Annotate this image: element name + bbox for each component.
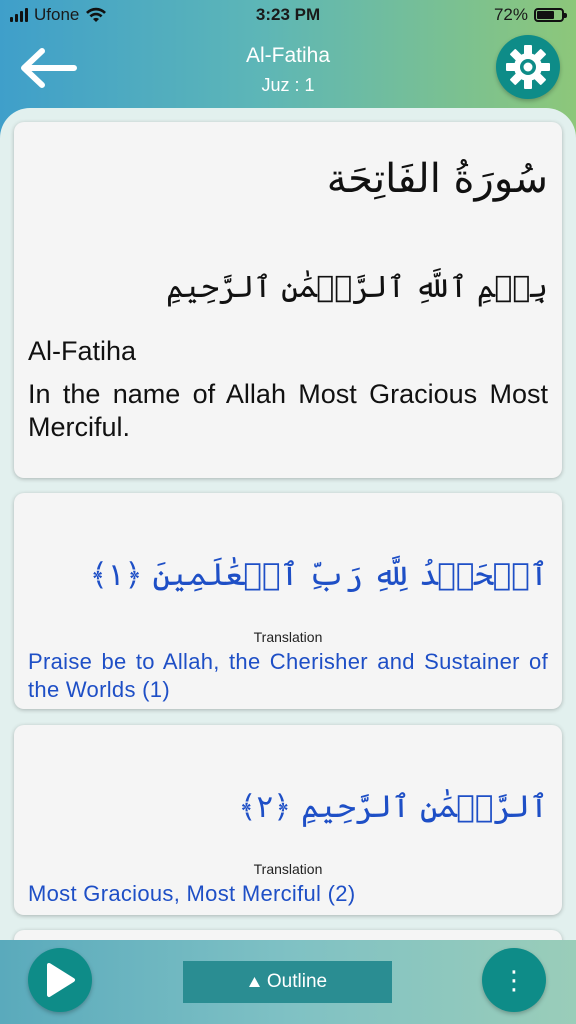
translation-label: Translation (253, 629, 323, 645)
app-header (0, 30, 576, 108)
ayah-arabic-text: ٱلرَّحۡمَٰنِ ٱلرَّحِيمِ ﴿٢﴾ (238, 789, 548, 825)
battery-level (537, 11, 554, 19)
outline-label: Outline (266, 971, 328, 992)
translation-label: Translation (253, 861, 323, 877)
battery-icon (534, 8, 564, 22)
ayah-translation-text: Most Gracious, Most Merciful (2) (28, 881, 356, 906)
ayah-translation-text: Praise be to Allah, the Cherisher and Sustainer of the Worlds (1) (28, 649, 548, 702)
surah-arabic-name: سُورَةُ الفَاتِحَة (326, 156, 548, 202)
play-button[interactable] (28, 948, 92, 1012)
bottom-toolbar (0, 940, 576, 1024)
ayah-card[interactable] (14, 493, 562, 709)
surah-english-name: Al-Fatiha (28, 336, 137, 366)
gear-icon (505, 44, 551, 90)
bismillah-arabic: بِسۡمِ ٱللَّهِ ٱلرَّحۡمَٰنِ ٱلرَّحِيمِ (166, 270, 548, 305)
play-icon (43, 961, 77, 999)
settings-button[interactable] (496, 35, 560, 99)
battery-percentage: 72% (493, 5, 528, 24)
carrier-label: Ufone (34, 5, 80, 24)
outline-button[interactable] (183, 961, 392, 1003)
status-right (494, 5, 564, 25)
more-vertical-icon: ⋮ (501, 964, 527, 995)
ayah-arabic-text: ٱلۡحَمۡدُ لِلَّهِ رَبِّ ٱلۡعَٰلَمِينَ ﴿١﴾ (89, 557, 548, 593)
triangle-up-icon (248, 976, 261, 988)
juz-label: Juz : 1 (261, 75, 315, 95)
ayah-card-partial[interactable] (14, 930, 562, 940)
status-bar (0, 0, 576, 30)
more-options-button[interactable] (482, 948, 546, 1012)
page-title: Al-Fatiha (245, 44, 331, 67)
header-title-group (0, 44, 576, 96)
bismillah-translation: In the name of Allah Most Gracious Most Merciful. (28, 379, 548, 442)
content-panel[interactable] (0, 108, 576, 940)
status-time: 3:23 PM (255, 5, 321, 24)
ayah-card[interactable] (14, 725, 562, 915)
surah-header-card (14, 122, 562, 478)
